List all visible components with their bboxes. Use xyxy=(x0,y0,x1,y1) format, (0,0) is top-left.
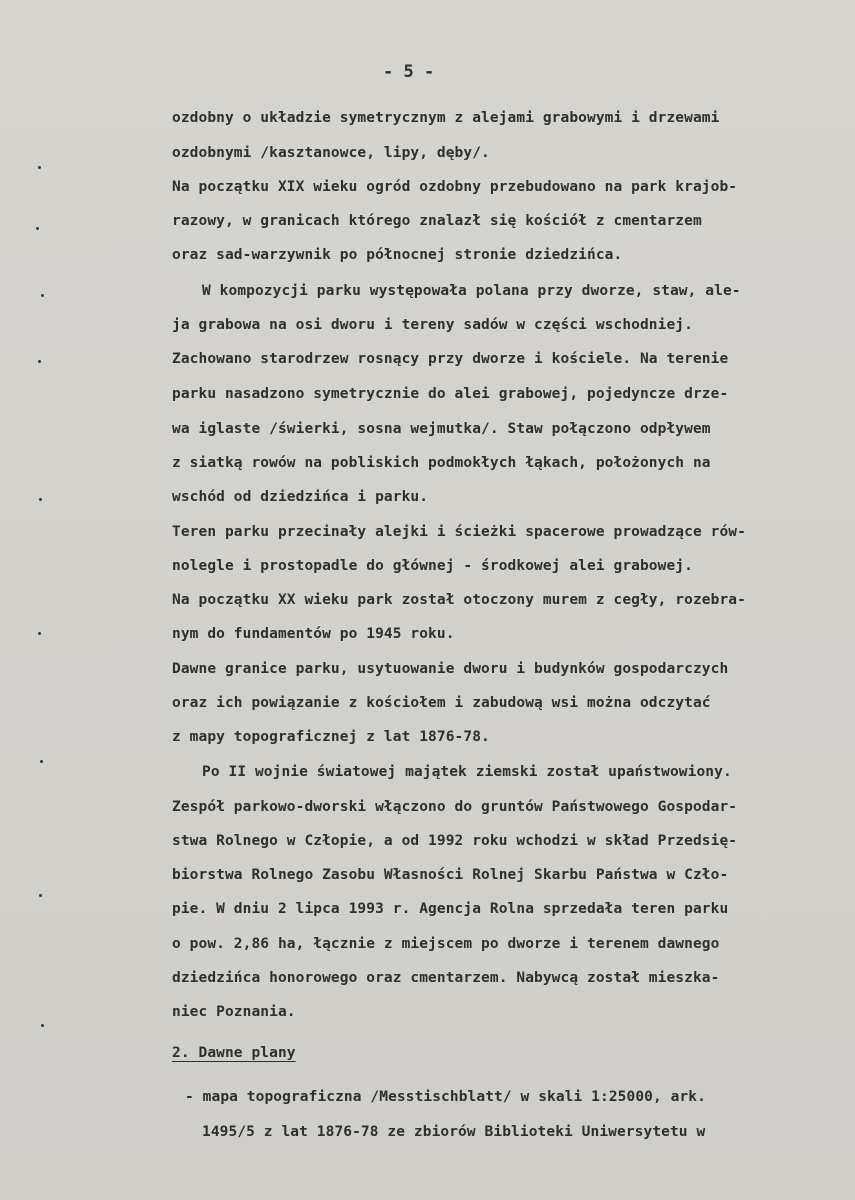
section-heading: 2. Dawne plany xyxy=(172,1045,296,1061)
text-line: nolegle i prostopadle do głównej - środkowej alei grabowej. xyxy=(172,558,693,574)
scan-speck xyxy=(38,166,41,169)
text-line: Na początku XIX wieku ogród ozdobny przebudowano na park krajob- xyxy=(172,179,738,195)
text-line: o pow. 2,86 ha, łącznie z miejscem po dworze i terenem dawnego xyxy=(172,936,720,952)
text-line: W kompozycji parku występowała polana przy dworze, staw, ale- xyxy=(202,283,741,299)
text-line: razowy, w granicach którego znalazł się kościół z cmentarzem xyxy=(172,213,702,229)
text-line: niec Poznania. xyxy=(172,1004,296,1020)
text-line: dziedzińca honorowego oraz cmentarzem. Nabywcą został mieszka- xyxy=(172,970,720,986)
scan-speck xyxy=(39,894,42,897)
text-line: ozdobnymi /kasztanowce, lipy, dęby/. xyxy=(172,145,490,161)
text-line: parku nasadzono symetrycznie do alei grabowej, pojedyncze drze- xyxy=(172,386,729,402)
text-line: Zespół parkowo-dworski włączono do gruntów Państwowego Gospodar- xyxy=(172,799,738,815)
scan-speck xyxy=(36,227,39,230)
text-line: wa iglaste /świerki, sosna wejmutka/. Staw połączono odpływem xyxy=(172,421,711,437)
page-number: - 5 - xyxy=(383,62,435,82)
text-line: wschód od dziedzińca i parku. xyxy=(172,489,429,505)
scan-speck xyxy=(40,760,43,763)
text-line: z siatką rowów na pobliskich podmokłych łąkach, położonych na xyxy=(172,455,711,471)
text-line: ja grabowa na osi dworu i tereny sadów w części wschodniej. xyxy=(172,317,693,333)
scan-speck xyxy=(41,294,44,297)
list-item: 1495/5 z lat 1876-78 ze zbiorów Biblioteki Uniwersytetu w xyxy=(202,1124,706,1140)
text-line: biorstwa Rolnego Zasobu Własności Rolnej Skarbu Państwa w Czło- xyxy=(172,867,729,883)
text-line: Na początku XX wieku park został otoczony murem z cegły, rozebra- xyxy=(172,592,746,608)
text-line: ozdobny o układzie symetrycznym z alejami grabowymi i drzewami xyxy=(172,110,720,126)
text-line: Teren parku przecinały alejki i ścieżki spacerowe prowadzące rów- xyxy=(172,524,746,540)
scan-speck xyxy=(38,632,41,635)
text-line: pie. W dniu 2 lipca 1993 r. Agencja Rolna sprzedała teren parku xyxy=(172,901,729,917)
scan-speck xyxy=(39,498,42,501)
text-line: stwa Rolnego w Człopie, a od 1992 roku wchodzi w skład Przedsię- xyxy=(172,833,738,849)
text-line: Dawne granice parku, usytuowanie dworu i budynków gospodarczych xyxy=(172,661,729,677)
text-line: nym do fundamentów po 1945 roku. xyxy=(172,626,455,642)
text-line: oraz ich powiązanie z kościołem i zabudową wsi można odczytać xyxy=(172,695,711,711)
scan-speck xyxy=(41,1024,44,1027)
text-line: oraz sad-warzywnik po północnej stronie dziedzińca. xyxy=(172,247,623,263)
text-line: Zachowano starodrzew rosnący przy dworze i kościele. Na terenie xyxy=(172,351,729,367)
text-line: z mapy topograficznej z lat 1876-78. xyxy=(172,729,490,745)
list-item: - mapa topograficzna /Messtischblatt/ w skali 1:25000, ark. xyxy=(185,1089,706,1105)
text-line: Po II wojnie światowej majątek ziemski został upaństwowiony. xyxy=(202,764,732,780)
scan-speck xyxy=(38,360,41,363)
